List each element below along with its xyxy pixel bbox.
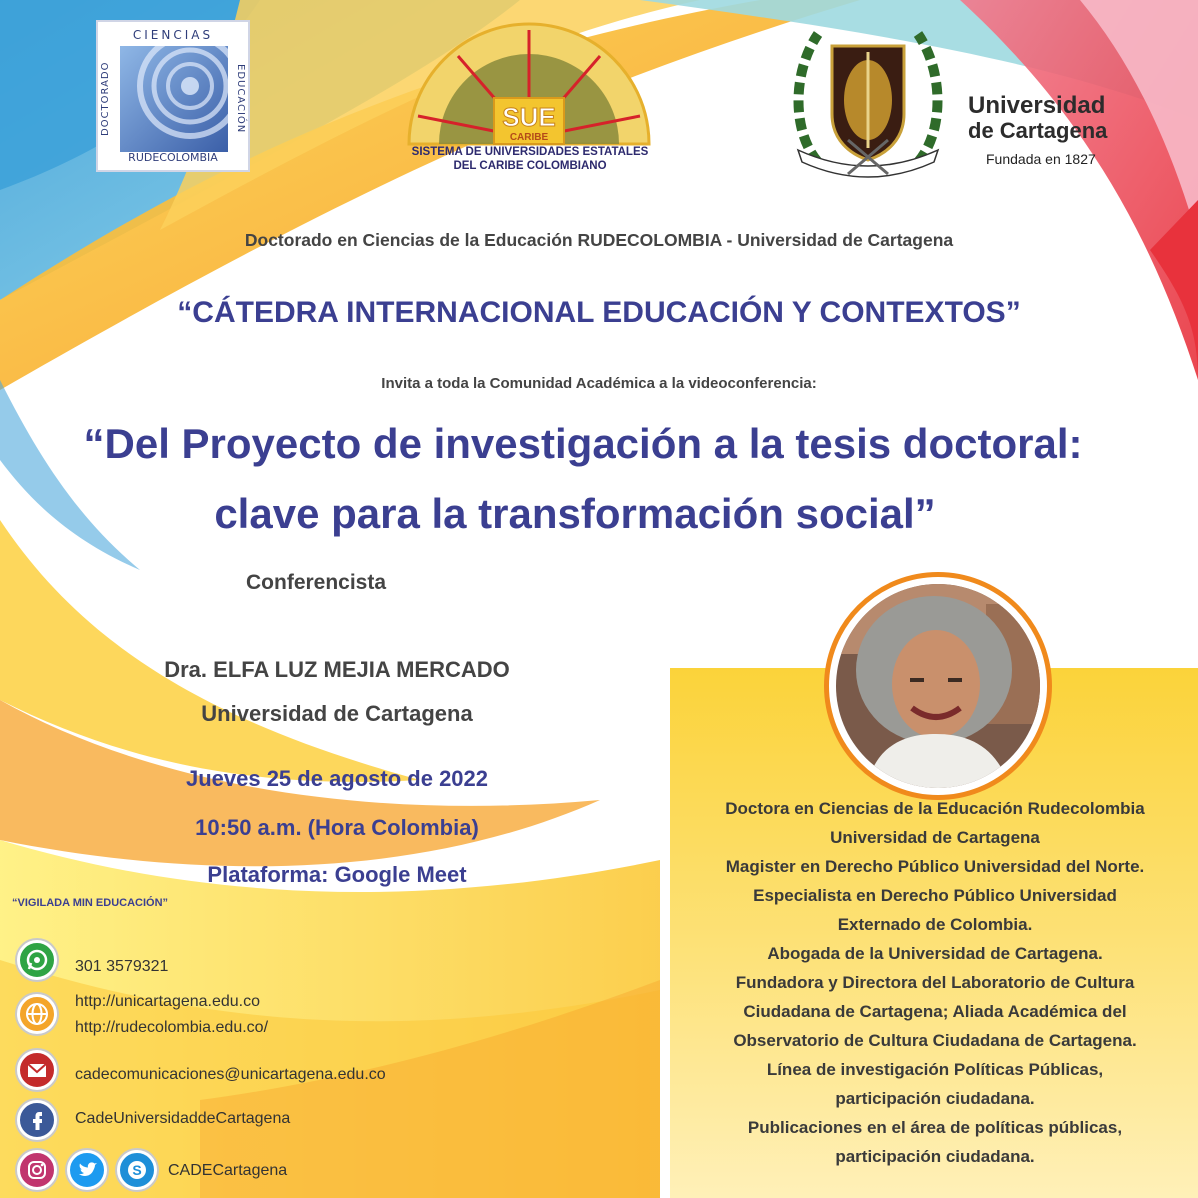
mail-icon[interactable] — [17, 1050, 57, 1090]
twitter-icon[interactable] — [67, 1150, 107, 1190]
speaker-name: Dra. ELFA LUZ MEJIA MERCADO — [164, 657, 510, 682]
sue-mark: SUE — [502, 102, 556, 132]
facebook-account[interactable]: CadeUniversidaddeCartagena — [75, 1110, 291, 1127]
bio-line: participación ciudadana. — [835, 1089, 1035, 1108]
bio-line: Especialista en Derecho Público Universidad — [753, 886, 1117, 905]
udc-founded: Fundada en 1827 — [986, 151, 1096, 167]
vigilada-note: “VIGILADA MIN EDUCACIÓN” — [12, 897, 169, 909]
bio-line: participación ciudadana. — [835, 1147, 1035, 1166]
logo-rude-emblem — [120, 46, 228, 152]
bio-line: Abogada de la Universidad de Cartagena. — [767, 944, 1103, 963]
bio-line: Publicaciones en el área de políticas públicas, — [747, 1118, 1123, 1137]
logo-rude-bottom-text: RUDECOLOMBIA — [128, 151, 218, 164]
program-subtitle: Doctorado en Ciencias de la Educación RUDECOLOMBIA - Universidad de Cartagena — [244, 230, 954, 250]
event-platform: Plataforma: Google Meet — [207, 862, 467, 887]
bio-line: Observatorio de Cultura Ciudadana de Cartagena. — [733, 1031, 1137, 1050]
event-date: Jueves 25 de agosto de 2022 — [185, 766, 489, 791]
speaker-university: Universidad de Cartagena — [201, 701, 473, 726]
whatsapp-icon[interactable] — [17, 940, 57, 980]
speaker-photo — [836, 584, 1040, 788]
bio-line: Ciudadana de Cartagena; Aliada Académica del — [743, 1002, 1127, 1021]
invitation-text: Invita a toda la Comunidad Académica a la videoconferencia: — [381, 375, 817, 392]
skype-icon[interactable] — [117, 1150, 157, 1190]
catedra-title: “CÁTEDRA INTERNACIONAL EDUCACIÓN Y CONTEXTOS” — [177, 296, 1021, 329]
facebook-icon[interactable] — [17, 1100, 57, 1140]
udc-name-line1: Universidad — [968, 92, 1106, 119]
logo-rude-left-text: DOCTORADO — [100, 61, 111, 137]
website-link-2[interactable]: http://rudecolombia.edu.co/ — [75, 1019, 269, 1036]
sue-line2: DEL CARIBE COLOMBIANO — [453, 160, 607, 172]
sue-line1: SISTEMA DE UNIVERSIDADES ESTATALES — [411, 146, 649, 158]
instagram-icon[interactable] — [17, 1150, 57, 1190]
web-icon[interactable] — [17, 994, 57, 1034]
sue-sub: CARIBE — [509, 132, 549, 143]
bio-line: Fundadora y Directora del Laboratorio de Cultura — [735, 973, 1135, 992]
bio-line: Línea de investigación Políticas Públicas, — [766, 1060, 1104, 1079]
logo-rude-top-text: CIENCIAS — [132, 28, 214, 42]
bio-line: Magister en Derecho Público Universidad del Norte. — [725, 857, 1145, 876]
event-time: 10:50 a.m. (Hora Colombia) — [195, 815, 479, 840]
talk-title-line2: clave para la transformación social” — [214, 490, 936, 537]
logo-rude-right-text: EDUCACIÓN — [235, 64, 246, 134]
phone-number[interactable]: 301 3579321 — [75, 958, 169, 975]
bio-line: Universidad de Cartagena — [830, 828, 1040, 847]
udc-crest-logo — [788, 22, 948, 182]
rudecolombia-logo — [96, 20, 250, 172]
speaker-label: Conferencista — [246, 571, 387, 594]
talk-title-line1: “Del Proyecto de investigación a la tesis doctoral: — [83, 420, 1083, 467]
email-address[interactable]: cadecomunicaciones@unicartagena.edu.co — [75, 1066, 386, 1083]
udc-name-line2: de Cartagena — [968, 118, 1108, 143]
bio-line: Doctora en Ciencias de la Educación Rudecolombia — [725, 799, 1145, 818]
social-handle[interactable]: CADECartagena — [168, 1162, 288, 1179]
speaker-bio — [680, 794, 1190, 1171]
website-link-1[interactable]: http://unicartagena.edu.co — [75, 993, 261, 1010]
svg-text:S: S — [132, 1162, 142, 1178]
bio-line: Externado de Colombia. — [837, 915, 1033, 934]
